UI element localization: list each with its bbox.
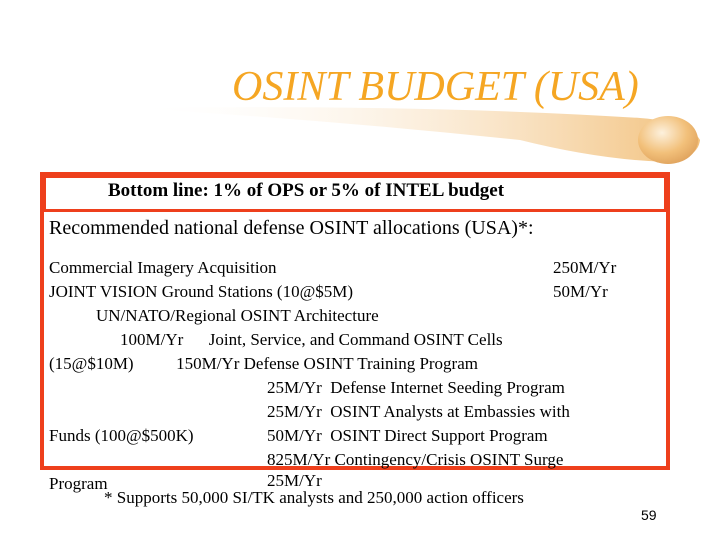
item-internet-seeding: 25M/Yr Defense Internet Seeding Program <box>267 378 565 397</box>
page-number: 59 <box>641 507 657 523</box>
footnote: * Supports 50,000 SI/TK analysts and 250,000 action officers <box>104 488 524 507</box>
subtitle: Recommended national defense OSINT allocations (USA)*: <box>49 217 534 239</box>
item-funds: Funds (100@$500K) <box>49 426 194 445</box>
item-program-amount: 25M/Yr <box>267 471 322 490</box>
item-ground-stations: JOINT VISION Ground Stations (10@$5M) <box>49 282 354 301</box>
bottom-line-heading: Bottom line: 1% of OPS or 5% of INTEL budget <box>108 180 505 201</box>
item-surge: 825M/Yr Contingency/Crisis OSINT Surge <box>267 450 564 469</box>
item-program-label: Program <box>49 474 108 493</box>
item-command-cells: 100M/Yr Joint, Service, and Command OSINT Cells <box>120 330 503 349</box>
title-text: OSINT BUDGET (USA) <box>232 64 639 110</box>
item-ground-stations-amount: 50M/Yr <box>553 282 608 301</box>
item-commercial-imagery: Commercial Imagery Acquisition <box>49 258 277 277</box>
item-training-program: (15@$10M) 150M/Yr Defense OSINT Training Program <box>49 354 478 373</box>
item-direct-support: 50M/Yr OSINT Direct Support Program <box>267 426 548 445</box>
item-embassy-analysts: 25M/Yr OSINT Analysts at Embassies with <box>267 402 570 421</box>
item-regional-architecture: UN/NATO/Regional OSINT Architecture <box>96 306 379 325</box>
item-commercial-imagery-amount: 250M/Yr <box>553 258 617 277</box>
